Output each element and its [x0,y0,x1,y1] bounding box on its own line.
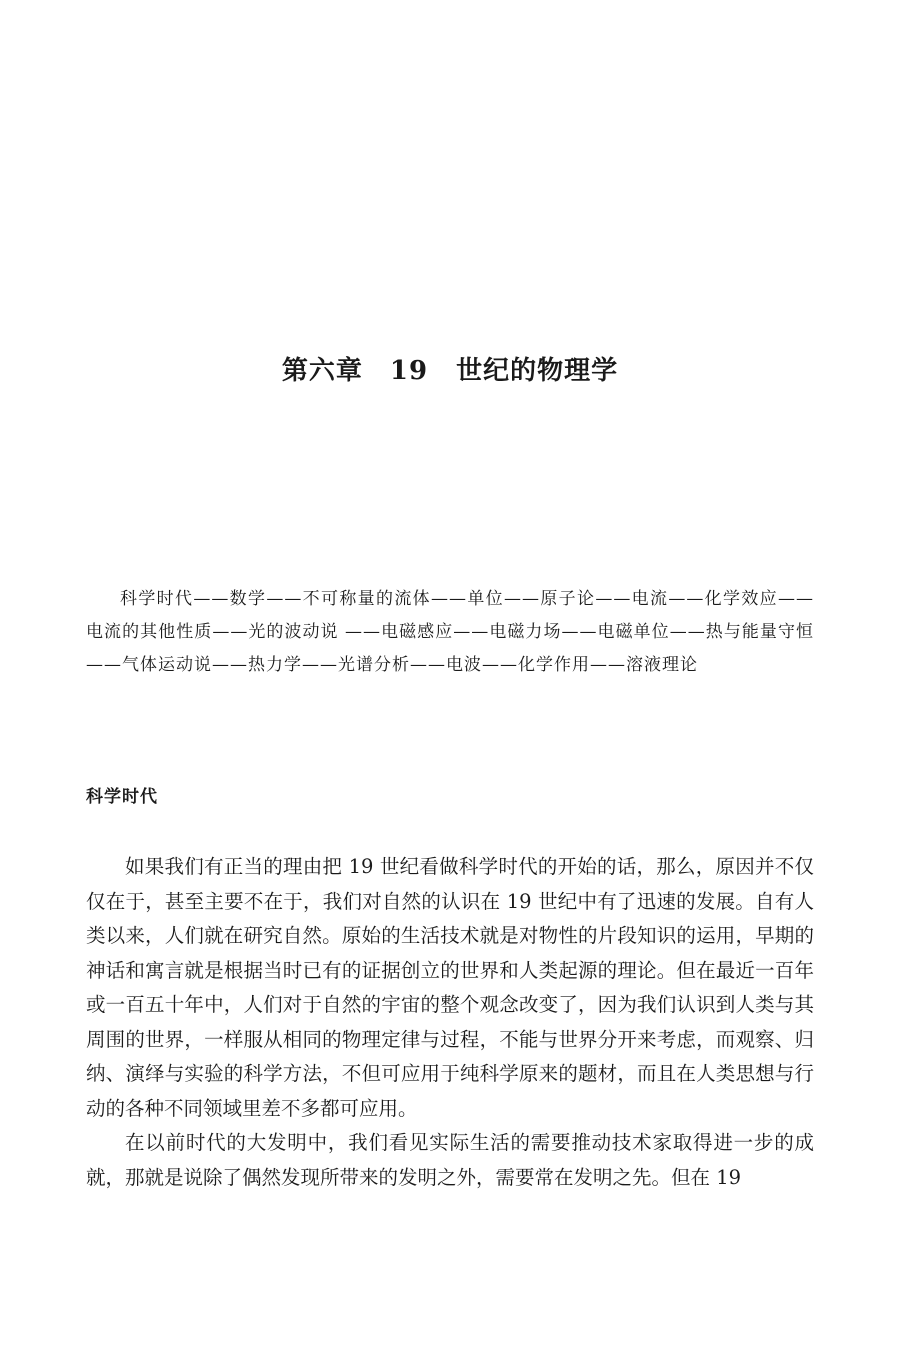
body-text [86,850,814,1195]
chapter-title: 第六章 19 世纪的物理学 [281,356,619,386]
chapter-contents-summary: 科学时代——数学——不可称量的流体——单位——原子论——电流——化学效应——电流的其他性质——光的波动说 ——电磁感应——电磁力场——电磁单位——热与能量守恒——气体运动说——热力学——光谱分析——电波——化学作用——溶液理论 [86,589,814,675]
paragraph: 如果我们有正当的理由把 19 世纪看做科学时代的开始的话，那么，原因并不仅仅在于，甚至主要不在于，我们对自然的认识在 19 世纪中有了迅速的发展。自有人类以来，人们就在研究自然。原始的生活技术就是对物性的片段知识的运用，早期的神话和寓言就是根据当时已有的证据创立的世界和人类起源的理论。但在最近一百年或一百五十年中，人们对于自然的宇宙的整个观念改变了，因为我们认识到人类与其周围的世界，一样服从相同的物理定律与过程，不能与世界分开来考虑，而观察、归纳、演绎与实验的科学方法，不但可应用于纯科学原来的题材，而且在人类思想与行动的各种不同领域里差不多都可应用。 [86,855,814,1120]
paragraph: 在以前时代的大发明中，我们看见实际生活的需要推动技术家取得进一步的成就，那就是说除了偶然发现所带来的发明之外，需要常在发明之先。但在 19 [86,1131,814,1189]
section-heading: 科学时代 [86,787,158,807]
